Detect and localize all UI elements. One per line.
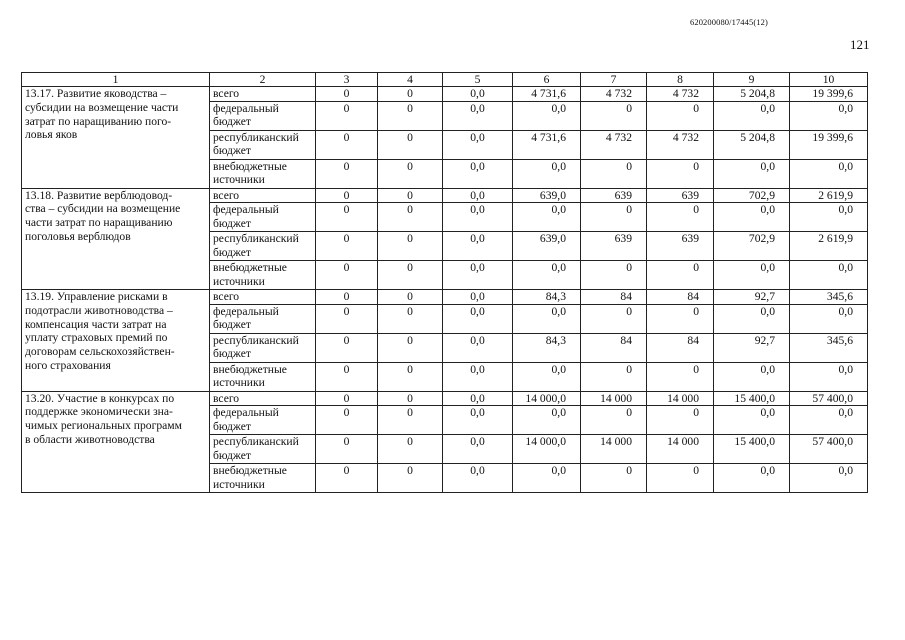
value-cell: 0,0 — [714, 203, 790, 232]
value-cell: 0 — [378, 159, 443, 188]
value-cell: 0,0 — [790, 464, 868, 493]
value-cell: 0 — [647, 101, 714, 130]
value-cell: 15 400,0 — [714, 435, 790, 464]
value-cell: 0 — [316, 130, 378, 159]
value-cell: 0 — [316, 333, 378, 362]
value-cell: 0,0 — [443, 290, 513, 305]
funding-source: внебюджетные источники — [210, 362, 316, 391]
table-row — [22, 391, 868, 406]
value-cell: 0,0 — [513, 464, 581, 493]
value-cell: 0 — [581, 464, 647, 493]
funding-source: всего — [210, 87, 316, 102]
value-cell: 0,0 — [513, 304, 581, 333]
budget-table — [21, 72, 868, 493]
value-cell: 0 — [647, 406, 714, 435]
column-header: 3 — [316, 73, 378, 87]
funding-source: федеральный бюджет — [210, 304, 316, 333]
value-cell: 0 — [378, 464, 443, 493]
value-cell: 14 000 — [581, 391, 647, 406]
value-cell: 0,0 — [443, 304, 513, 333]
value-cell: 639 — [581, 232, 647, 261]
value-cell: 84 — [581, 290, 647, 305]
value-cell: 0 — [316, 261, 378, 290]
column-header: 4 — [378, 73, 443, 87]
funding-source: всего — [210, 290, 316, 305]
value-cell: 0,0 — [714, 159, 790, 188]
value-cell: 0 — [316, 435, 378, 464]
value-cell: 0 — [581, 362, 647, 391]
value-cell: 0,0 — [790, 101, 868, 130]
value-cell: 4 732 — [647, 87, 714, 102]
value-cell: 92,7 — [714, 333, 790, 362]
value-cell: 639 — [647, 188, 714, 203]
value-cell: 0,0 — [790, 304, 868, 333]
value-cell: 0 — [647, 261, 714, 290]
value-cell: 0 — [316, 87, 378, 102]
table-row — [22, 87, 868, 102]
value-cell: 84,3 — [513, 333, 581, 362]
measure-description — [22, 391, 210, 493]
value-cell: 0,0 — [714, 362, 790, 391]
value-cell: 4 732 — [581, 87, 647, 102]
column-header: 1 — [22, 73, 210, 87]
value-cell: 0 — [378, 304, 443, 333]
value-cell: 0 — [378, 203, 443, 232]
value-cell: 0 — [581, 101, 647, 130]
value-cell: 92,7 — [714, 290, 790, 305]
funding-source: внебюджетные источники — [210, 159, 316, 188]
value-cell: 4 731,6 — [513, 130, 581, 159]
value-cell: 639,0 — [513, 188, 581, 203]
funding-source: федеральный бюджет — [210, 203, 316, 232]
value-cell: 0 — [316, 304, 378, 333]
value-cell: 0,0 — [790, 159, 868, 188]
value-cell: 0,0 — [714, 464, 790, 493]
value-cell: 0,0 — [443, 159, 513, 188]
value-cell: 0,0 — [443, 435, 513, 464]
value-cell: 0,0 — [443, 406, 513, 435]
value-cell: 0 — [316, 188, 378, 203]
value-cell: 0,0 — [513, 101, 581, 130]
description-line: части затрат по наращиванию — [25, 216, 173, 230]
funding-source: республиканский бюджет — [210, 333, 316, 362]
value-cell: 0,0 — [443, 188, 513, 203]
value-cell: 0 — [316, 101, 378, 130]
value-cell: 0,0 — [790, 406, 868, 435]
value-cell: 0,0 — [443, 203, 513, 232]
value-cell: 0 — [647, 203, 714, 232]
funding-source: федеральный бюджет — [210, 101, 316, 130]
value-cell: 702,9 — [714, 188, 790, 203]
value-cell: 19 399,6 — [790, 130, 868, 159]
value-cell: 0,0 — [790, 362, 868, 391]
value-cell: 0,0 — [443, 101, 513, 130]
funding-source: внебюджетные источники — [210, 261, 316, 290]
funding-source: республиканский бюджет — [210, 435, 316, 464]
value-cell: 0,0 — [443, 464, 513, 493]
description-line: уплату страховых премий по — [25, 331, 168, 345]
value-cell: 0 — [581, 159, 647, 188]
value-cell: 0,0 — [443, 391, 513, 406]
value-cell: 0 — [378, 290, 443, 305]
column-header: 7 — [581, 73, 647, 87]
funding-source: республиканский бюджет — [210, 130, 316, 159]
value-cell: 0,0 — [790, 261, 868, 290]
value-cell: 0 — [581, 261, 647, 290]
funding-source: республиканский бюджет — [210, 232, 316, 261]
value-cell: 702,9 — [714, 232, 790, 261]
value-cell: 0 — [378, 391, 443, 406]
measure-description — [22, 290, 210, 392]
value-cell: 19 399,6 — [790, 87, 868, 102]
description-line: 13.19. Управление рисками в — [25, 290, 168, 303]
value-cell: 84,3 — [513, 290, 581, 305]
value-cell: 0 — [647, 362, 714, 391]
value-cell: 0 — [316, 391, 378, 406]
value-cell: 4 732 — [581, 130, 647, 159]
value-cell: 0 — [581, 304, 647, 333]
value-cell: 0 — [378, 435, 443, 464]
table-row — [22, 188, 868, 203]
value-cell: 0,0 — [443, 333, 513, 362]
header-row — [22, 73, 868, 87]
value-cell: 5 204,8 — [714, 130, 790, 159]
column-header: 9 — [714, 73, 790, 87]
value-cell: 0 — [378, 362, 443, 391]
value-cell: 0,0 — [790, 203, 868, 232]
value-cell: 0,0 — [443, 130, 513, 159]
value-cell: 0 — [316, 464, 378, 493]
funding-source: внебюджетные источники — [210, 464, 316, 493]
value-cell: 0 — [647, 159, 714, 188]
value-cell: 15 400,0 — [714, 391, 790, 406]
description-line: чимых региональных программ — [25, 419, 182, 433]
value-cell: 0,0 — [513, 406, 581, 435]
value-cell: 2 619,9 — [790, 188, 868, 203]
value-cell: 57 400,0 — [790, 435, 868, 464]
description-line: поддержке экономически зна- — [25, 405, 173, 419]
value-cell: 345,6 — [790, 290, 868, 305]
value-cell: 0,0 — [513, 203, 581, 232]
value-cell: 0,0 — [714, 304, 790, 333]
description-line: 13.20. Участие в конкурсах по — [25, 391, 175, 405]
description-line: ного страхования — [25, 358, 111, 372]
description-line: ловья яков — [25, 128, 78, 142]
value-cell: 639 — [581, 188, 647, 203]
value-cell: 0 — [378, 101, 443, 130]
value-cell: 0 — [581, 203, 647, 232]
funding-source: всего — [210, 391, 316, 406]
value-cell: 14 000 — [647, 435, 714, 464]
description-line: 13.18. Развитие верблюдовод- — [25, 188, 173, 202]
value-cell: 0,0 — [513, 159, 581, 188]
description-line: 13.17. Развитие яководства – — [25, 87, 167, 100]
column-header: 5 — [443, 73, 513, 87]
funding-source: федеральный бюджет — [210, 406, 316, 435]
value-cell: 0 — [316, 203, 378, 232]
column-header: 6 — [513, 73, 581, 87]
value-cell: 0,0 — [443, 87, 513, 102]
description-line: договорам сельскохозяйствен- — [25, 345, 175, 359]
value-cell: 14 000 — [647, 391, 714, 406]
description-line: в области животноводства — [25, 432, 155, 446]
value-cell: 14 000,0 — [513, 391, 581, 406]
description-line: поголовья верблюдов — [25, 229, 131, 243]
value-cell: 0 — [378, 188, 443, 203]
value-cell: 0 — [647, 464, 714, 493]
value-cell: 345,6 — [790, 333, 868, 362]
description-line: субсидии на возмещение части — [25, 100, 179, 114]
value-cell: 0 — [316, 232, 378, 261]
value-cell: 0 — [316, 290, 378, 305]
value-cell: 0,0 — [443, 261, 513, 290]
value-cell: 0,0 — [714, 406, 790, 435]
value-cell: 0 — [378, 333, 443, 362]
column-header: 2 — [210, 73, 316, 87]
description-line: подотрасли животноводства – — [25, 303, 173, 317]
value-cell: 0 — [378, 261, 443, 290]
value-cell: 0 — [316, 362, 378, 391]
value-cell: 84 — [647, 290, 714, 305]
value-cell: 0,0 — [443, 232, 513, 261]
value-cell: 0,0 — [443, 362, 513, 391]
funding-source: всего — [210, 188, 316, 203]
description-line: затрат по наращиванию пого- — [25, 114, 172, 128]
value-cell: 0 — [316, 406, 378, 435]
value-cell: 2 619,9 — [790, 232, 868, 261]
value-cell: 14 000,0 — [513, 435, 581, 464]
value-cell: 0 — [378, 406, 443, 435]
value-cell: 14 000 — [581, 435, 647, 464]
value-cell: 57 400,0 — [790, 391, 868, 406]
document-id: 620200080/17445(12) — [690, 17, 768, 27]
value-cell: 0 — [378, 87, 443, 102]
table-row — [22, 290, 868, 305]
value-cell: 0 — [316, 159, 378, 188]
value-cell: 0,0 — [513, 362, 581, 391]
value-cell: 639 — [647, 232, 714, 261]
measure-description — [22, 87, 210, 189]
value-cell: 0,0 — [714, 101, 790, 130]
value-cell: 0 — [647, 304, 714, 333]
value-cell: 639,0 — [513, 232, 581, 261]
measure-description — [22, 188, 210, 290]
value-cell: 0 — [378, 232, 443, 261]
value-cell: 84 — [647, 333, 714, 362]
value-cell: 4 732 — [647, 130, 714, 159]
value-cell: 4 731,6 — [513, 87, 581, 102]
value-cell: 0,0 — [513, 261, 581, 290]
value-cell: 0,0 — [714, 261, 790, 290]
value-cell: 84 — [581, 333, 647, 362]
value-cell: 0 — [581, 406, 647, 435]
page-number: 121 — [850, 37, 870, 52]
description-line: компенсация части затрат на — [25, 317, 167, 331]
value-cell: 0 — [378, 130, 443, 159]
value-cell: 5 204,8 — [714, 87, 790, 102]
column-header: 10 — [790, 73, 868, 87]
description-line: ства – субсидии на возмещение — [25, 202, 181, 216]
column-header: 8 — [647, 73, 714, 87]
